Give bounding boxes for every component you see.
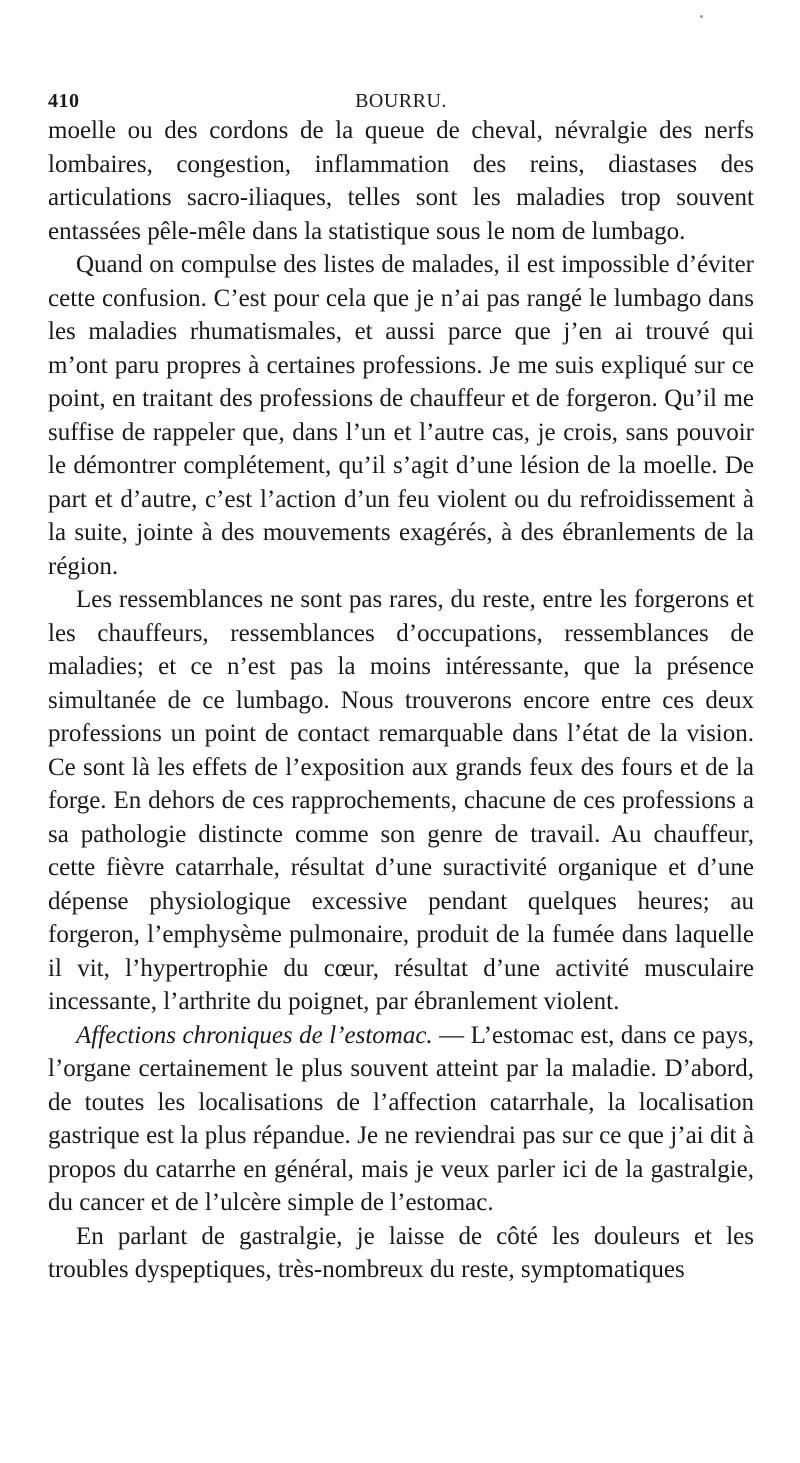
book-page [48,78,754,1287]
section-heading: Affections chroniques de l’estomac. [76,1021,433,1049]
paragraph-5: En parlant de gastralgie, je laisse de côté les douleurs et les troubles dyspeptiques, très-nombreux du reste, symptomatiques [48,1222,754,1283]
page-number: 410 [48,90,80,112]
speck-mark [700,15,703,18]
paragraph-4-text: — L’estomac est, dans ce pays, l’organe certainement le plus souvent atteint par la maladie. D’abord, de toutes les localisations de l’affection catarrhale, la localisation gastrique est la plus répandue. Je ne reviendrai pas sur ce que j’ai dit à propos du catarrhe en général, mais je veux parler ici de la gastralgie, du cancer et de l’ulcère simple de l’estomac. [48,1021,755,1216]
paragraph-1: moelle ou des cordons de la queue de cheval, névralgie des nerfs lombaires, congestion, inflammation des reins, diastases des articulations sacro-iliaques, telles sont les maladies trop souvent entassées pêle-mêle dans la statistique sous le nom de lumbago. [48,117,754,245]
paragraph-4 [48,1019,754,1220]
paragraph-3: Les ressemblances ne sont pas rares, du reste, entre les forgerons et les chauffeurs, ressemblances d’occupations, ressemblances de maladies; et ce n’est pas la moins intéressante, que la présence simultanée de ce lumbago. Nous trouverons encore entre ces deux professions un point de contact remarquable dans l’état de la vision. Ce sont là les effets de l’exposition aux grands feux des fours et de la forge. En dehors de ces rapprochements, chacune de ces professions a sa pathologie distincte comme son genre de travail. Au chauffeur, cette fièvre catarrhale, résultat d’une suractivité organique et d’une dépense physiologique excessive pendant quelques heures; au forgeron, l’emphysème pulmonaire, produit de la fumée dans laquelle il vit, l’hypertrophie du cœur, résultat d’une activité musculaire incessante, l’arthrite du poignet, par ébranlement violent. [48,586,754,1015]
running-title: BOURRU. [355,90,447,112]
running-head [48,78,754,114]
paragraph-2: Quand on compulse des listes de malades, il est impossible d’éviter cette confusion. C’est pour cela que je n’ai pas rangé le lumbago dans les maladies rhumatismales, et aussi parce que j’en ai trouvé qui m’ont paru propres à certaines professions. Je me suis expliqué sur ce point, en traitant des professions de chauffeur et de forgeron. Qu’il me suffise de rappeler que, dans l’un et l’autre cas, je crois, sans pouvoir le démontrer complétement, qu’il s’agit d’une lésion de la moelle. De part et d’autre, c’est l’action d’un feu violent ou du refroidissement à la suite, jointe à des mouvements exagérés, à des ébranlements de la région. [48,251,754,580]
